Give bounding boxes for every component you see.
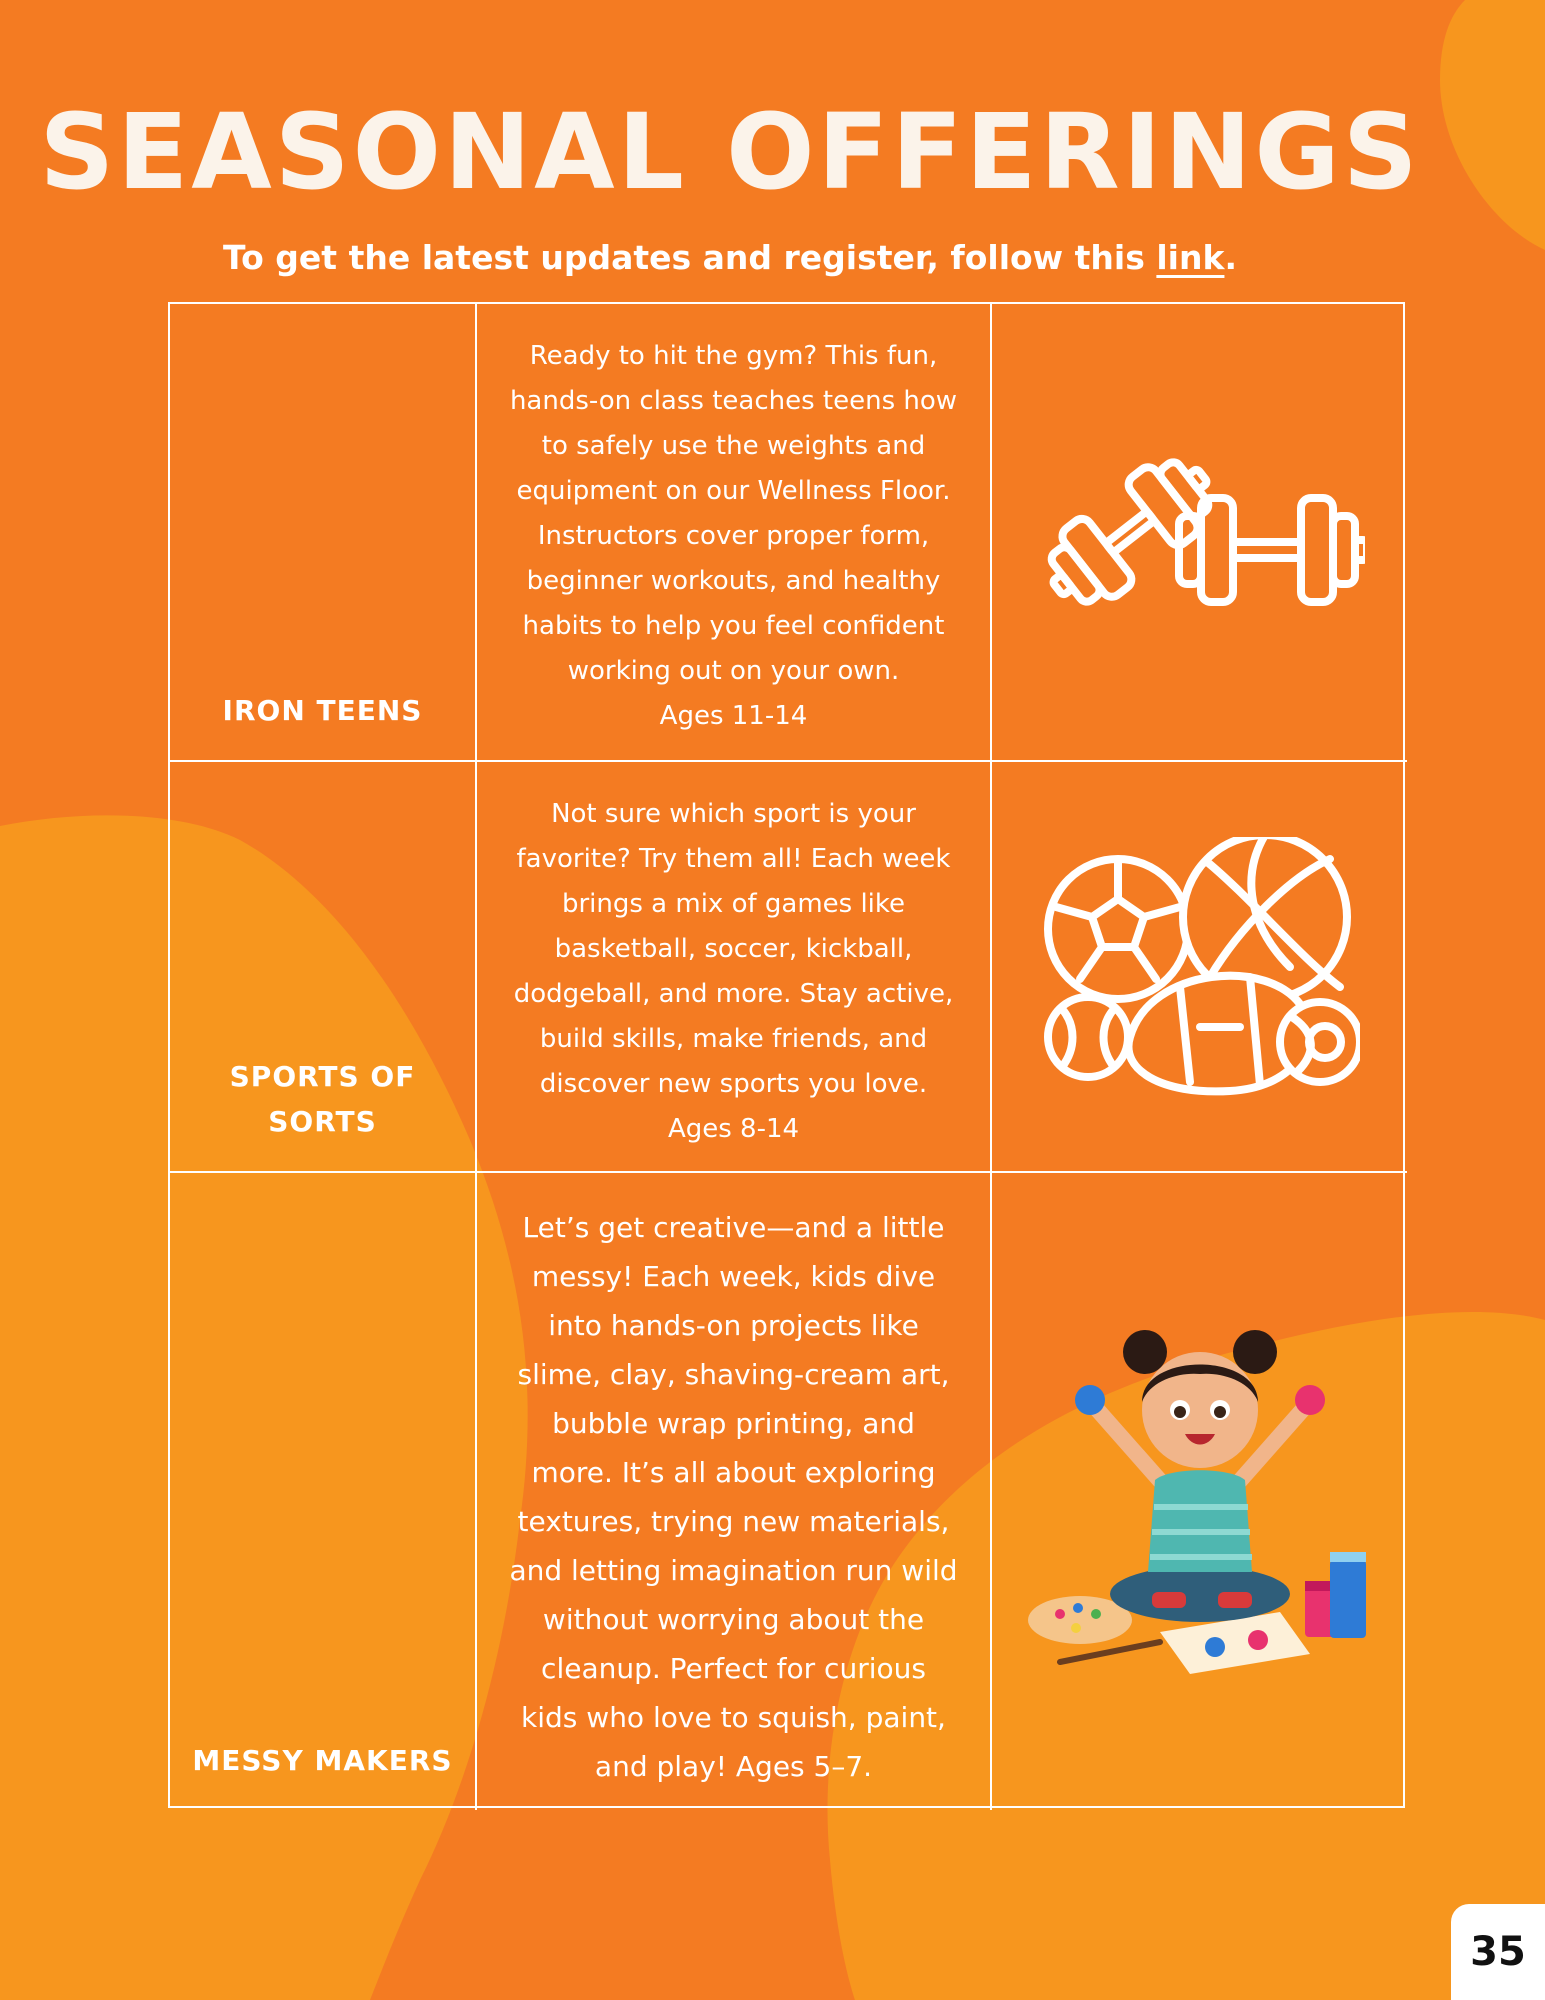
offering-icon-cell <box>992 304 1407 762</box>
offering-description-messy-makers <box>477 1173 992 1810</box>
offering-icon-cell <box>992 1173 1407 1810</box>
subtitle-period: . <box>1224 238 1237 277</box>
offering-name-iron-teens <box>170 304 477 762</box>
offering-name-messy-makers <box>170 1173 477 1810</box>
offering-description-text: Not sure which sport is your favorite? Try them all! Each week brings a mix of games like basketball, soccer, kickball, dodgeball, and more. Stay active, build skills, make friends, and discover new sports you love. Ages 8-14 <box>513 799 954 1144</box>
offering-description-iron-teens <box>477 304 992 762</box>
sports-balls-icon <box>1040 837 1360 1097</box>
offering-description-text: Ready to hit the gym? This fun, hands-on class teaches teens how to safely use the weights and equipment on our Wellness Floor. Instructors cover proper form, beginner workouts, and healthy habits to help you feel confident working out on your own. Ages 11-14 <box>509 341 958 731</box>
offerings-table <box>168 302 1405 1808</box>
offering-description-text: Let’s get creative—and a little messy! Each week, kids dive into hands-on projects like slime, clay, shaving-cream art, bubble wrap printing, and more. It’s all about exploring textures, trying new materials, and letting imagination run wild without worrying about the cleanup. Perfect for curious kids who love to squish, paint, and play! Ages 5–7. <box>509 1211 958 1783</box>
offering-name-text: MESSY MAKERS <box>192 1744 453 1778</box>
dumbbells-icon <box>1035 432 1365 632</box>
offering-name-text: IRON TEENS <box>222 694 423 728</box>
offering-description-sports-of-sorts <box>477 762 992 1173</box>
page-title: SEASONAL OFFERINGS <box>39 91 1421 213</box>
offering-icon-cell <box>992 762 1407 1173</box>
subtitle-text: To get the latest updates and register, follow this <box>223 238 1157 277</box>
offering-name-text: SPORTS OF SORTS <box>229 1060 416 1139</box>
painting-girl-illustration <box>1020 1302 1380 1682</box>
register-link[interactable]: link <box>1156 238 1225 277</box>
subtitle <box>0 238 1460 277</box>
page-number: 35 <box>1451 1904 1545 2000</box>
offering-name-sports-of-sorts <box>170 762 477 1173</box>
